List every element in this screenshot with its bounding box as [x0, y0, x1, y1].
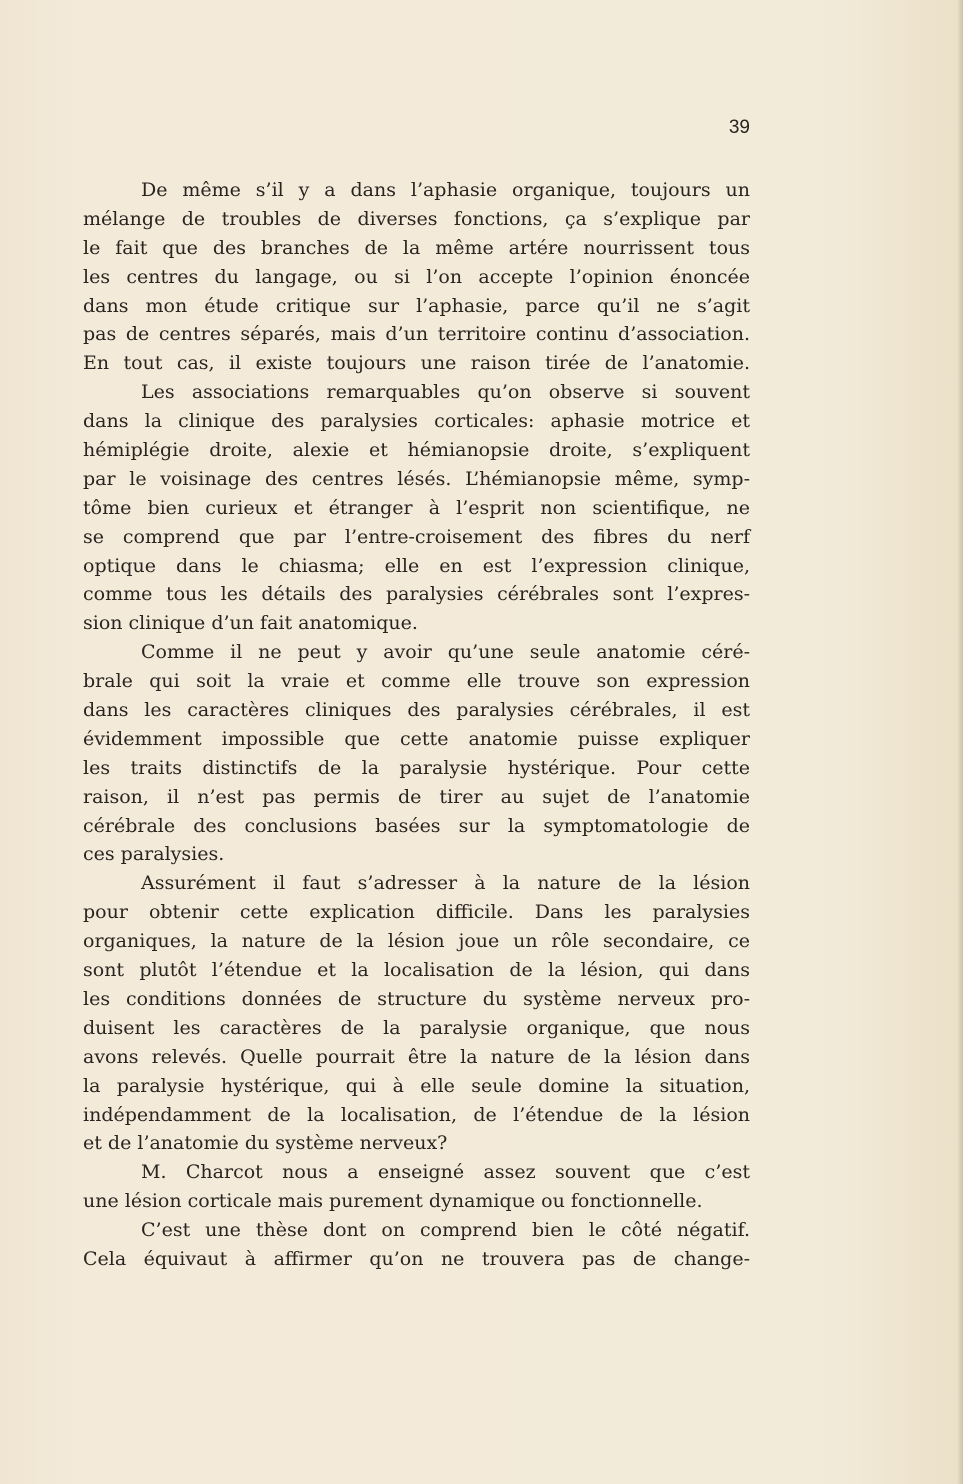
text-line: le fait que des branches de la même artére nourrissent tous — [83, 236, 750, 259]
text-line: une lésion corticale mais purement dynamique ou fonctionnelle. — [83, 1190, 703, 1213]
text-line: évidemment impossible que cette anatomie puisse expliquer — [83, 727, 750, 750]
text-line: duisent les caractères de la paralysie organique, que nous — [83, 1016, 750, 1039]
text-line: sont plutôt l’étendue et la localisation de la lésion, qui dans — [83, 959, 750, 982]
text-line: se comprend que par l’entre-croisement des fibres du nerf — [83, 525, 750, 548]
text-line: brale qui soit la vraie et comme elle trouve son expression — [83, 670, 750, 693]
text-line: avons relevés. Quelle pourrait être la nature de la lésion dans — [83, 1045, 750, 1068]
text-line: dans les caractères cliniques des paralysies cérébrales, il est — [83, 699, 750, 722]
text-line: comme tous les détails des paralysies cérébrales sont l’expres- — [83, 583, 750, 606]
text-line: les conditions données de structure du système nerveux pro- — [83, 987, 750, 1010]
text-line: Comme il ne peut y avoir qu’une seule anatomie céré- — [141, 641, 750, 664]
text-line: raison, il n’est pas permis de tirer au sujet de l’anatomie — [83, 785, 750, 808]
page-number: 39 — [728, 117, 750, 138]
text-line: sion clinique d’un fait anatomique. — [83, 612, 418, 635]
text-line: optique dans le chiasma; elle en est l’expression clinique, — [83, 554, 750, 577]
text-line: mélange de troubles de diverses fonctions, ça s’explique par — [83, 207, 750, 230]
text-line: pas de centres séparés, mais d’un territoire continu d’association. — [83, 323, 750, 346]
text-line: hémiplégie droite, alexie et hémianopsie droite, s’expliquent — [83, 439, 750, 462]
text-line: Les associations remarquables qu’on observe si souvent — [141, 381, 750, 404]
text-line: cérébrale des conclusions basées sur la symptomatologie de — [83, 814, 750, 837]
text-line: organiques, la nature de la lésion joue un rôle secondaire, ce — [83, 930, 750, 953]
body-text — [83, 176, 750, 1274]
text-line: et de l’anatomie du système nerveux? — [83, 1132, 448, 1155]
text-line: tôme bien curieux et étranger à l’esprit non scientifique, ne — [83, 496, 750, 519]
text-line: Assurément il faut s’adresser à la nature de la lésion — [141, 872, 750, 895]
text-line: De même s’il y a dans l’aphasie organique, toujours un — [141, 179, 750, 201]
text-line: par le voisinage des centres lésés. L’hémianopsie même, symp- — [83, 467, 750, 490]
text-line: les centres du langage, ou si l’on accepte l’opinion énoncée — [83, 265, 750, 288]
text-line: ces paralysies. — [83, 843, 225, 866]
text-line: En tout cas, il existe toujours une raison tirée de l’anatomie. — [83, 352, 750, 375]
text-line: M. Charcot nous a enseigné assez souvent que c’est — [141, 1161, 750, 1184]
text-line: les traits distinctifs de la paralysie hystérique. Pour cette — [83, 756, 750, 779]
text-line: dans la clinique des paralysies corticales: aphasie motrice et — [83, 410, 750, 433]
text-line: indépendamment de la localisation, de l’étendue de la lésion — [83, 1103, 750, 1126]
text-line: pour obtenir cette explication difficile. Dans les paralysies — [83, 901, 750, 924]
text-line: Cela équivaut à affirmer qu’on ne trouvera pas de change- — [83, 1247, 750, 1270]
text-line: C’est une thèse dont on comprend bien le côté négatif. — [141, 1219, 750, 1242]
text-line: la paralysie hystérique, qui à elle seule domine la situation, — [83, 1074, 750, 1097]
text-line: dans mon étude critique sur l’aphasie, parce qu’il ne s’agit — [83, 294, 750, 317]
page-edge — [957, 0, 963, 1484]
